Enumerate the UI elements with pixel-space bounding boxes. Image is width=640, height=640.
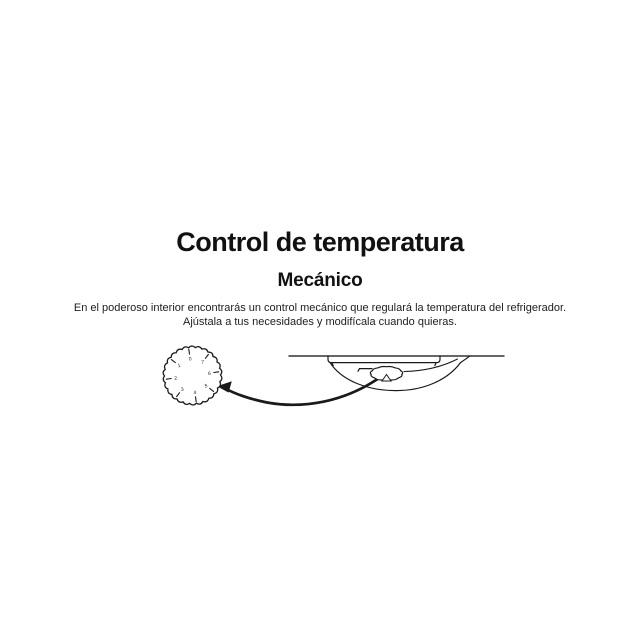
housing-back-edge [404,359,458,372]
dial-number: 3 [180,386,185,394]
housing-bracket [328,356,440,363]
dial-number: 1 [177,362,181,370]
page-title: Control de temperatura [176,227,464,257]
dial-tick [195,397,196,402]
knob-slot-tick [358,369,360,372]
dial-knob-icon [159,342,226,408]
dial-number: 2 [173,375,178,382]
dial-tick [189,349,190,354]
dial-number: 6 [207,370,212,378]
description-line-1: En el poderoso interior encontrarás un control mecánico que regulará la temperatura del refrigerador. [73,302,567,314]
housing-rim [461,356,470,362]
dial-tick [166,378,171,379]
dial-tick [214,372,219,373]
dial-number: 7 [201,359,205,366]
description-line-2: Ajústala a tus necesidades y modifícala cuando quieras. [183,315,457,328]
dial-number: 4 [193,389,197,397]
dial-number: 5 [204,383,208,390]
housing-knob-icon [370,367,402,381]
dial-number: 0 [188,356,193,363]
page-subtitle: Mecánico [277,270,363,291]
